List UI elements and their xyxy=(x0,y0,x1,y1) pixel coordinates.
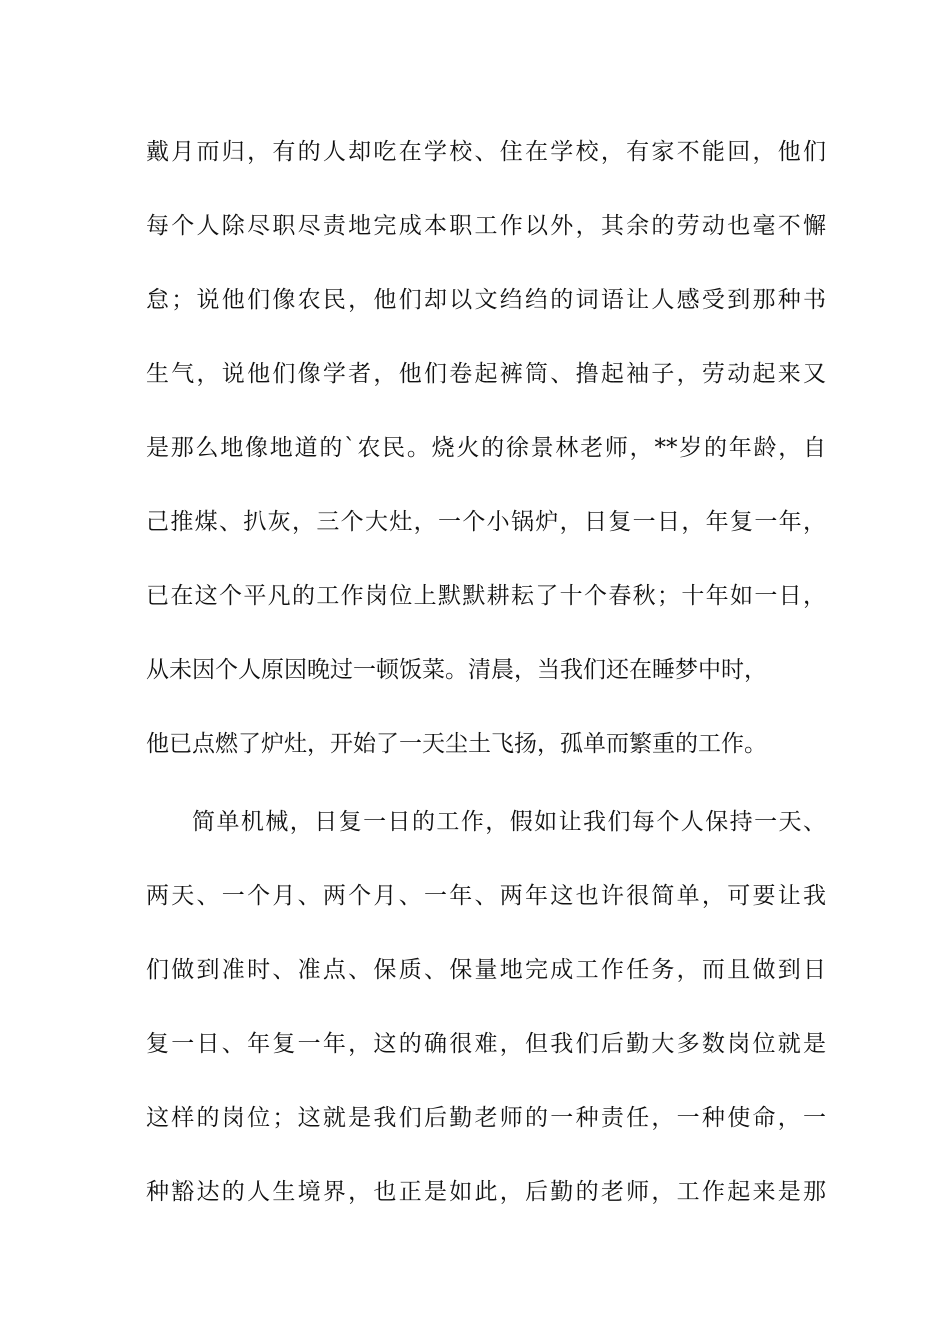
text-line: 这样的岗位；这就是我们后勤老师的一种责任，一种使命，一 xyxy=(146,1105,826,1131)
text-line: 己推煤、扒灰，三个大灶，一个小锅炉，日复一日，年复一年， xyxy=(146,509,826,535)
text-line: 种豁达的人生境界，也正是如此，后勤的老师，工作起来是那 xyxy=(146,1179,826,1205)
text-line: 两天、一个月、两个月、一年、两年这也许很简单，可要让我 xyxy=(146,883,826,909)
text-line: 每个人除尽职尽责地完成本职工作以外，其余的劳动也毫不懈 xyxy=(146,213,826,239)
text-line: 已在这个平凡的工作岗位上默默耕耘了十个春秋；十年如一日， xyxy=(146,583,826,609)
text-line: 他已点燃了炉灶，开始了一天尘土飞扬，孤单而繁重的工作。 xyxy=(146,731,767,757)
text-line: 戴月而归，有的人却吃在学校、住在学校，有家不能回，他们 xyxy=(146,139,826,165)
text-line: 复一日、年复一年，这的确很难，但我们后勤大多数岗位就是 xyxy=(146,1031,826,1057)
text-line: 们做到准时、准点、保质、保量地完成工作任务，而且做到日 xyxy=(146,957,826,983)
paragraph-first-line: 简单机械，日复一日的工作，假如让我们每个人保持一天、 xyxy=(192,809,826,835)
text-line: 是那么地像地道的`农民。烧火的徐景林老师，**岁的年龄，自 xyxy=(146,435,826,461)
text-line: 从未因个人原因晚过一顿饭菜。清晨，当我们还在睡梦中时， xyxy=(146,657,767,683)
text-line: 怠；说他们像农民，他们却以文绉绉的词语让人感受到那种书 xyxy=(146,287,826,313)
text-line: 生气，说他们像学者，他们卷起裤筒、撸起袖子，劳动起来又 xyxy=(146,361,826,387)
